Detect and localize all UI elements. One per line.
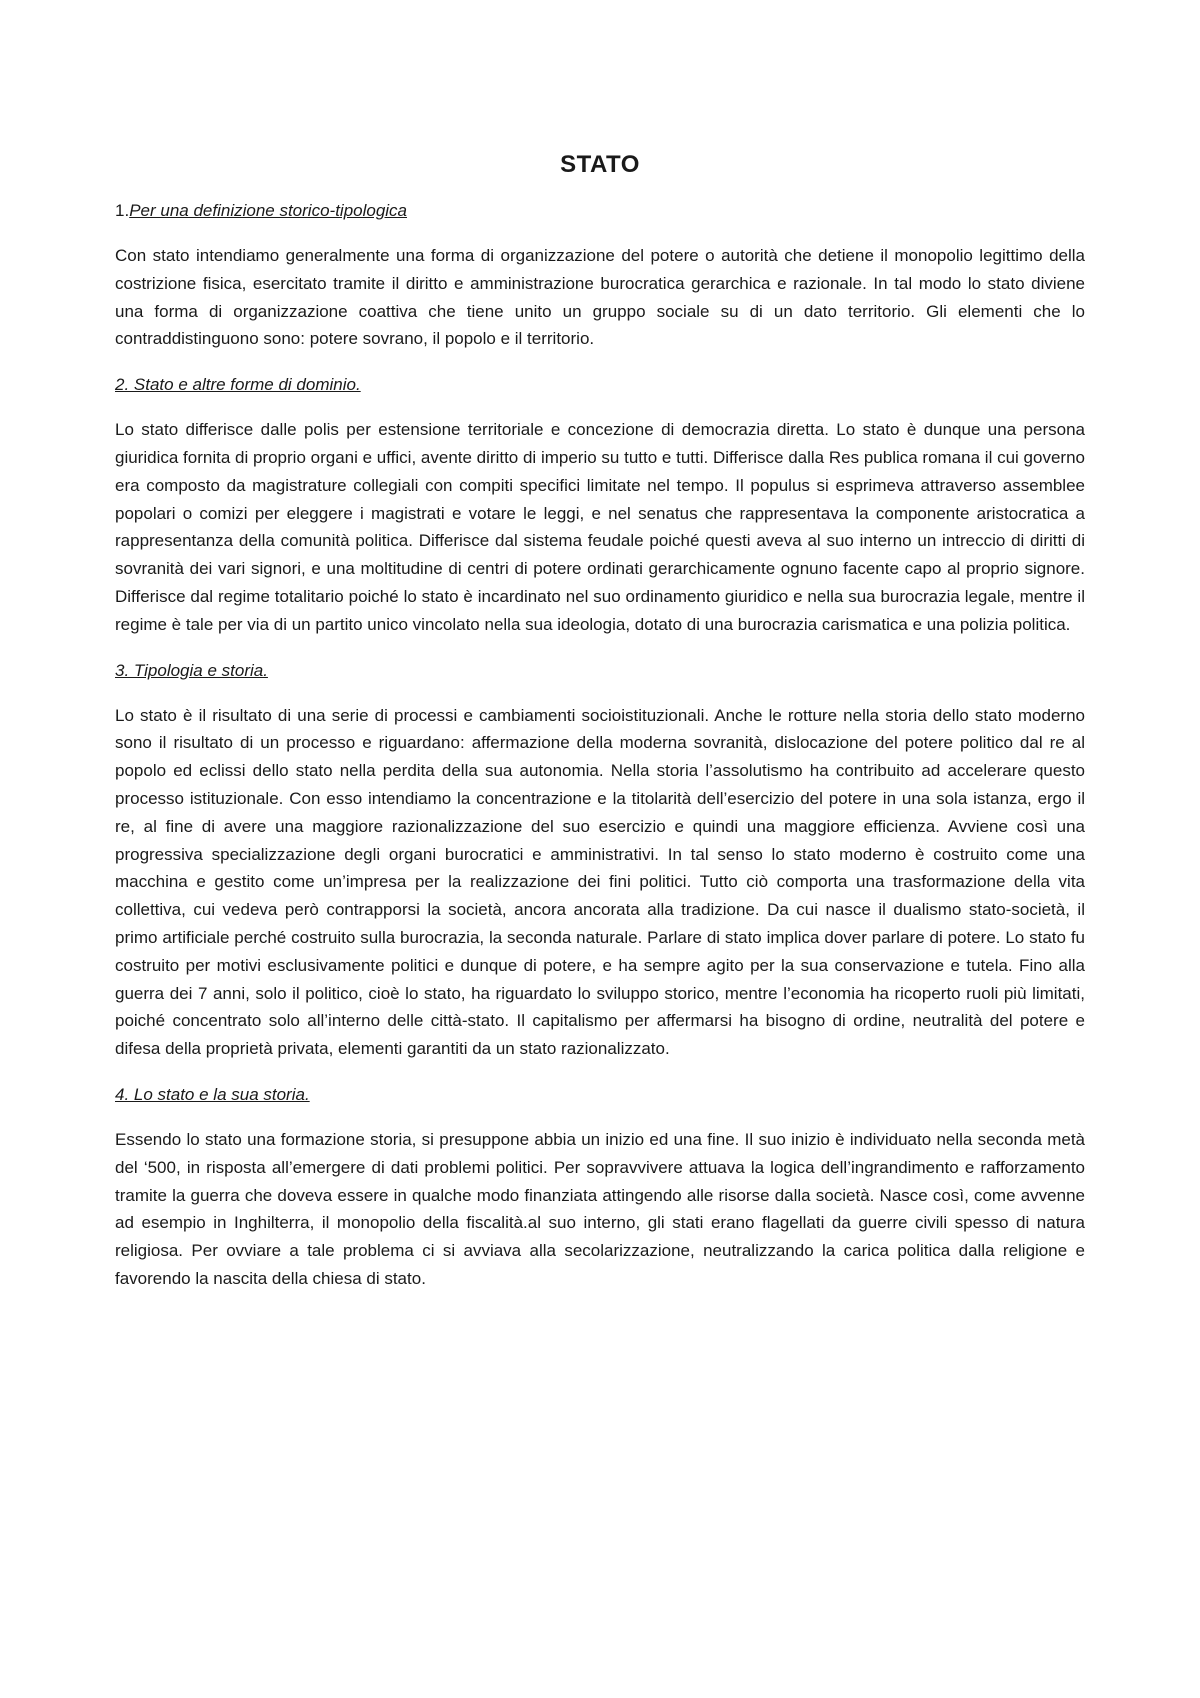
section-number-1: 1. — [115, 201, 130, 220]
section-heading-2: 2. Stato e altre forme di dominio. — [115, 375, 361, 395]
section-paragraph-2: Lo stato differisce dalle polis per estensione territoriale e concezione di democrazia diretta. Lo stato è dunque una persona giuridica fornita di proprio organi e uffici, avente diritto di imperio su tutto e tutti. Differisce dalla Res publica romana il cui governo era composto da magistrature collegiali con compiti specifici limitate nel tempo. Il populus si esprimeva attraverso assemblee popolari o comizi per eleggere i magistrati e votare le leggi, e nel senatus che rappresentava la componente aristocratica a rappresentanza della comunità politica. Differisce dal sistema feudale poiché questi aveva al suo interno un intreccio di diritti di sovranità dei vari signori, e una moltitudine di centri di potere ordinati gerarchicamente ognuno facente capo al proprio signore. Differisce dal regime totalitario poiché lo stato è incardinato nel suo ordinamento giuridico e nella sua burocrazia legale, mentre il regime è tale per via di un partito unico vincolato nella sua ideologia, dotato di una burocrazia carismatica e una polizia politica. — [115, 420, 1085, 634]
section-paragraph-3: Lo stato è il risultato di una serie di processi e cambiamenti socioistituzionali. Anche le rotture nella storia dello stato moderno sono il risultato di un processo e riguardano: affermazione della moderna sovranità, dislocazione del potere politico dal re al popolo ed eclissi dello stato nella perdita della sua autonomia. Nella storia l’assolutismo ha contribuito ad accelerare questo processo istituzionale. Con esso intendiamo la concentrazione e la titolarità dell’esercizio del potere in una sola istanza, ergo il re, al fine di avere una maggiore razionalizzazione del suo esercizio e quindi una maggiore efficienza. Avviene così una progressiva specializzazione degli organi burocratici e amministrativi. In tal senso lo stato moderno è costruito come una macchina e gestito come un’impresa per la realizzazione dei fini politici. Tutto ciò comporta una trasformazione della vita collettiva, cui vedeva però contrapporsi la società, ancora ancorata alla tradizione. Da cui nasce il dualismo stato-società, il primo artificiale perché costruito sulla burocrazia, la seconda naturale. Parlare di stato implica dover parlare di potere. Lo stato fu costruito per motivi esclusivamente politici e dunque di potere, e ha sempre agito per la sua conservazione e tutela. Fino alla guerra dei 7 anni, solo il politico, cioè lo stato, ha riguardato lo sviluppo storico, mentre l’economia ha ricoperto ruoli più limitati, poiché concentrato solo all’interno delle città-stato. Il capitalismo per affermarsi ha bisogno di ordine, neutralità del potere e difesa della proprietà privata, elementi garantiti da un stato razionalizzato. — [115, 705, 1085, 1059]
section-heading-4: 4. Lo stato e la sua storia. — [115, 1084, 310, 1104]
section-title-1: Per una definizione storico-tipologica — [129, 201, 408, 220]
section-paragraph-4: Essendo lo stato una formazione storia, si presuppone abbia un inizio ed una fine. Il suo inizio è individuato nella seconda metà del ‘500, in risposta all’emergere di dati problemi politici. Per sopravvivere attuava la logica dell’ingrandimento e rafforzamento tramite la guerra che doveva essere in qualche modo finanziata attingendo alle risorse dalla società. Nasce così, come avvenne ad esempio in Inghilterra, il monopolio della fiscalità.al suo interno, gli stati erano flagellati da guerre civili spesso di natura religiosa. Per ovviare a tale problema ci si avviava alla secolarizzazione, neutralizzando la carica politica dalla religione e favorendo la nascita della chiesa di stato. — [115, 1129, 1085, 1288]
section-heading-3: 3. Tipologia e storia. — [115, 660, 268, 680]
document-title: STATO — [560, 151, 640, 178]
section-paragraph-1: Con stato intendiamo generalmente una forma di organizzazione del potere o autorità che detiene il monopolio legittimo della costrizione fisica, esercitato tramite il diritto e amministrazione burocratica gerarchica e razionale. In tal modo lo stato diviene una forma di organizzazione coattiva che tiene unito un gruppo sociale su di un dato territorio. Gli elementi che lo contraddistinguono sono: potere sovrano, il popolo e il territorio. — [115, 246, 1085, 349]
document-page — [115, 140, 1085, 1311]
section-heading-1 — [115, 197, 1085, 224]
